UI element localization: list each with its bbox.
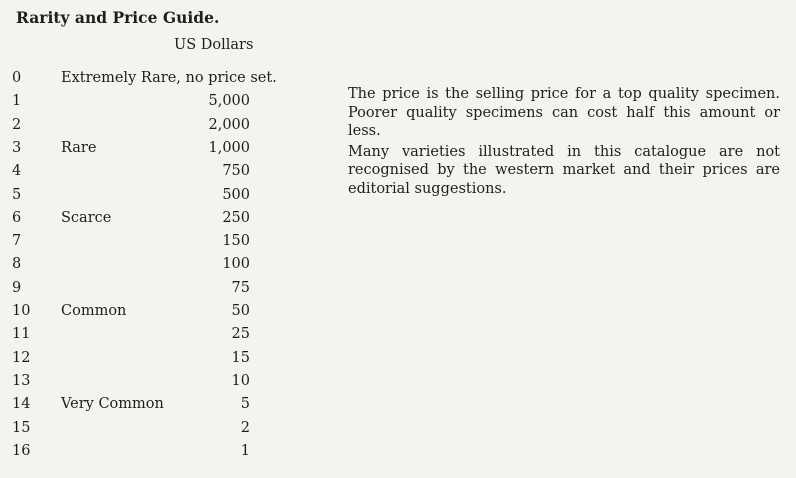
price-value: 100 xyxy=(222,256,250,273)
price-value: 10 xyxy=(231,372,250,389)
notes-paragraph-quality: The price is the selling price for a top quality specimen. Poorer quality specimens can cost half this amount or less. xyxy=(348,86,780,139)
rarity-number: 7 xyxy=(12,233,22,250)
price-value: 150 xyxy=(222,233,250,250)
rarity-number: 1 xyxy=(12,93,22,110)
rarity-number: 8 xyxy=(12,256,22,273)
rarity-number: 0 xyxy=(12,70,22,86)
rarity-number: 16 xyxy=(12,442,31,459)
price-value: 5,000 xyxy=(208,93,250,110)
rarity-number: 14 xyxy=(12,396,31,413)
price-value: 1,000 xyxy=(208,139,250,156)
price-value: 50 xyxy=(231,303,250,319)
price-value: 750 xyxy=(222,163,250,180)
rarity-number: 12 xyxy=(12,349,31,366)
rarity-number: 10 xyxy=(12,303,31,319)
price-value: 2,000 xyxy=(208,116,250,133)
guide-title: Rarity and Price Guide. xyxy=(16,8,220,27)
rarity-number: 5 xyxy=(12,186,22,203)
rarity-number: 11 xyxy=(12,326,31,343)
price-value: 250 xyxy=(222,209,250,226)
price-notes xyxy=(348,85,780,198)
rarity-label: Common xyxy=(61,303,127,319)
rarity-number: 2 xyxy=(12,116,22,133)
price-value: 15 xyxy=(231,349,250,366)
price-value: 2 xyxy=(240,419,250,436)
rarity-number: 6 xyxy=(12,209,22,226)
rarity-number: 13 xyxy=(12,372,31,389)
price-value: 500 xyxy=(222,186,250,203)
rarity-number: 9 xyxy=(12,279,22,296)
currency-heading: US Dollars xyxy=(174,37,254,53)
rarity-number: 3 xyxy=(12,139,22,156)
notes-paragraph-varieties: Many varieties illustrated in this catalogue are not recognised by the western market and their prices are editorial suggestions. xyxy=(348,143,780,197)
rarity-label: Scarce xyxy=(61,209,112,226)
price-value: 25 xyxy=(231,326,250,343)
rarity-number: 15 xyxy=(12,419,31,436)
rarity-number: 4 xyxy=(12,163,22,180)
rarity-label: Very Common xyxy=(61,396,164,413)
rarity-label: Rare xyxy=(61,139,97,156)
price-value: 5 xyxy=(240,396,250,413)
price-value: 75 xyxy=(231,279,250,296)
price-value: 1 xyxy=(240,442,250,459)
rarity-label: Extremely Rare, no price set. xyxy=(61,70,277,86)
